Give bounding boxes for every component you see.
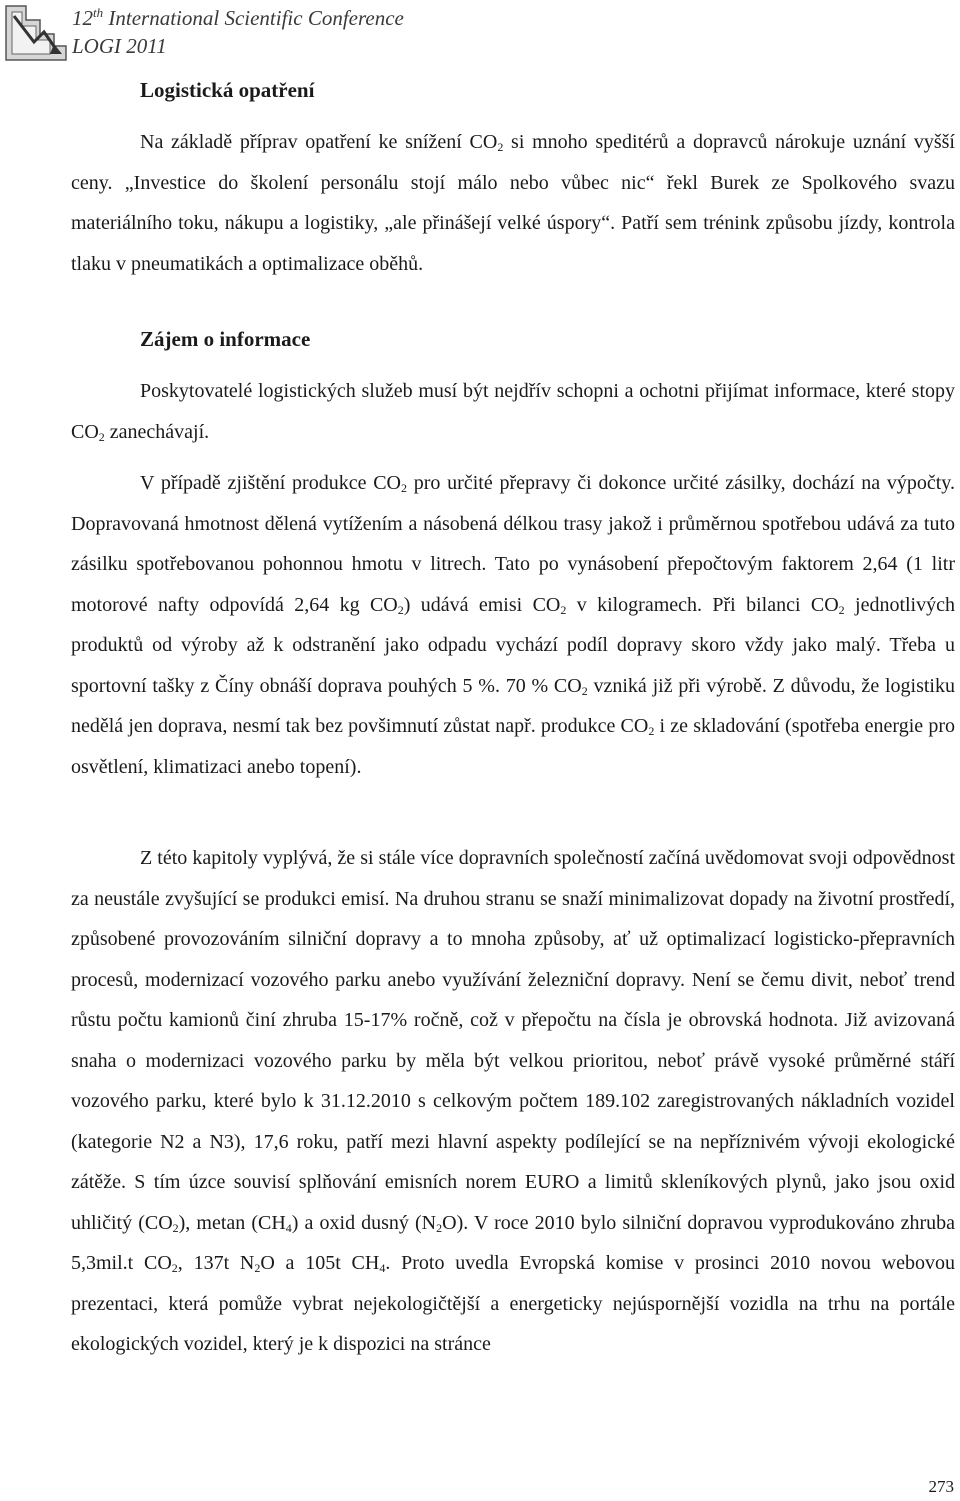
section-heading-logistics: Logistická opatření bbox=[140, 78, 315, 102]
conference-name: International Scientific Conference bbox=[103, 6, 404, 30]
paragraph-1: Na základě příprav opatření ke snížení $CO_2$ si mnoho speditérů a dopravců nárokuje uznání vyšší ceny. „Investice do školení personálu stojí málo nebo vůbec nic“ řekl Burek ze Spolkového svazu materiálního toku, nákupu a logistiky, „ale přinášejí velké úspory“. Patří sem trénink způsobu jízdy, kontrola tlaku v pneumatikách a optimalizace oběhů. bbox=[71, 131, 955, 275]
page-header bbox=[0, 0, 960, 70]
conference-title bbox=[72, 4, 404, 60]
section-heading-information: Zájem o informace bbox=[140, 327, 311, 351]
conference-suffix: th bbox=[93, 5, 104, 20]
paragraph-3: V případě zjištění produkce $CO_2$ pro určité přepravy či dokonce určité zásilky, dochází na výpočty. Dopravovaná hmotnost dělená vytížením a násobená délkou trasy jakož i průměrnou spotřebou udává za tuto zásilku spotřebovanou pohonnou hmotu v litrech. Tato po vynásobení přepočtovým faktorem 2,64 (1 litr motorové nafty odpovídá 2,64 kg $CO_2$) udává emisi $CO_2$ v kilogramech. Při bilanci $CO_2$ jednotlivých produktů od výroby až k odstranění jako odpadu vychází podíl dopravy skoro vždy jako malý. Třeba u sportovní tašky z Číny obnáší doprava pouhých 5 %. 70 % $CO_2$ vzniká již při výrobě. Z důvodu, že logistiku nedělá jen doprava, nesmí tak bez povšimnutí zůstat např. produkce $CO_2$ i ze skladování (spotřeba energie pro osvětlení, klimatizaci anebo topení). bbox=[71, 472, 956, 778]
page-number: 273 bbox=[928, 1477, 954, 1496]
paragraph-4: Z této kapitoly vyplývá, že si stále více dopravních společností začíná uvědomovat svoji odpovědnost za neustále zvyšující se produkci emisí. Na druhou stranu se snaží minimalizovat dopady na životní prostředí, způsobené provozováním silniční dopravy a to mnoha způsoby, ať už optimalizací logisticko-přepravních procesů, modernizací vozového parku anebo využívání železniční dopravy. Není se čemu divit, neboť trend růstu počtu kamionů činí zhruba 15-17% ročně, což v přepočtu na čísla je obrovská hodnota. Již avizovaná snaha o modernizaci vozového parku by měla být velkou prioritou, neboť právě vysoké průměrné stáří vozového parku, které bylo k 31.12.2010 s celkovým počtem 189.102 zaregistrovaných nákladních vozidel (kategorie N2 a N3), 17,6 roku, patří mezi hlavní aspekty podílející se na nepříznivém vývoji ekologické zátěže. S tím úzce souvisí splňování emisních norem EURO a limitů skleníkových plynů, jako jsou oxid uhličitý $(CO_2)$, metan $(CH_4)$ a oxid dusný $(N_2O)$. V roce 2010 bylo silniční dopravou vyprodukováno zhruba 5,3mil.t $CO_2$, 137t $N_2O$ a 105t $CH_4$. Proto uvedla Evropská komise v prosinci 2010 novou webovou prezentaci, která pomůže vybrat nejekologičtější a energeticky nejúspornější vozidla na trhu na portále ekologických vozidel, který je k dispozici na stránce bbox=[71, 847, 956, 1355]
conference-number: 12 bbox=[72, 6, 93, 30]
conference-logo-icon bbox=[4, 2, 68, 62]
paragraph-2: Poskytovatelé logistických služeb musí být nejdřív schopni a ochotni přijímat informace, které stopy $CO_2$ zanechávají. bbox=[71, 380, 955, 444]
conference-short-name: LOGI 2011 bbox=[72, 34, 167, 58]
